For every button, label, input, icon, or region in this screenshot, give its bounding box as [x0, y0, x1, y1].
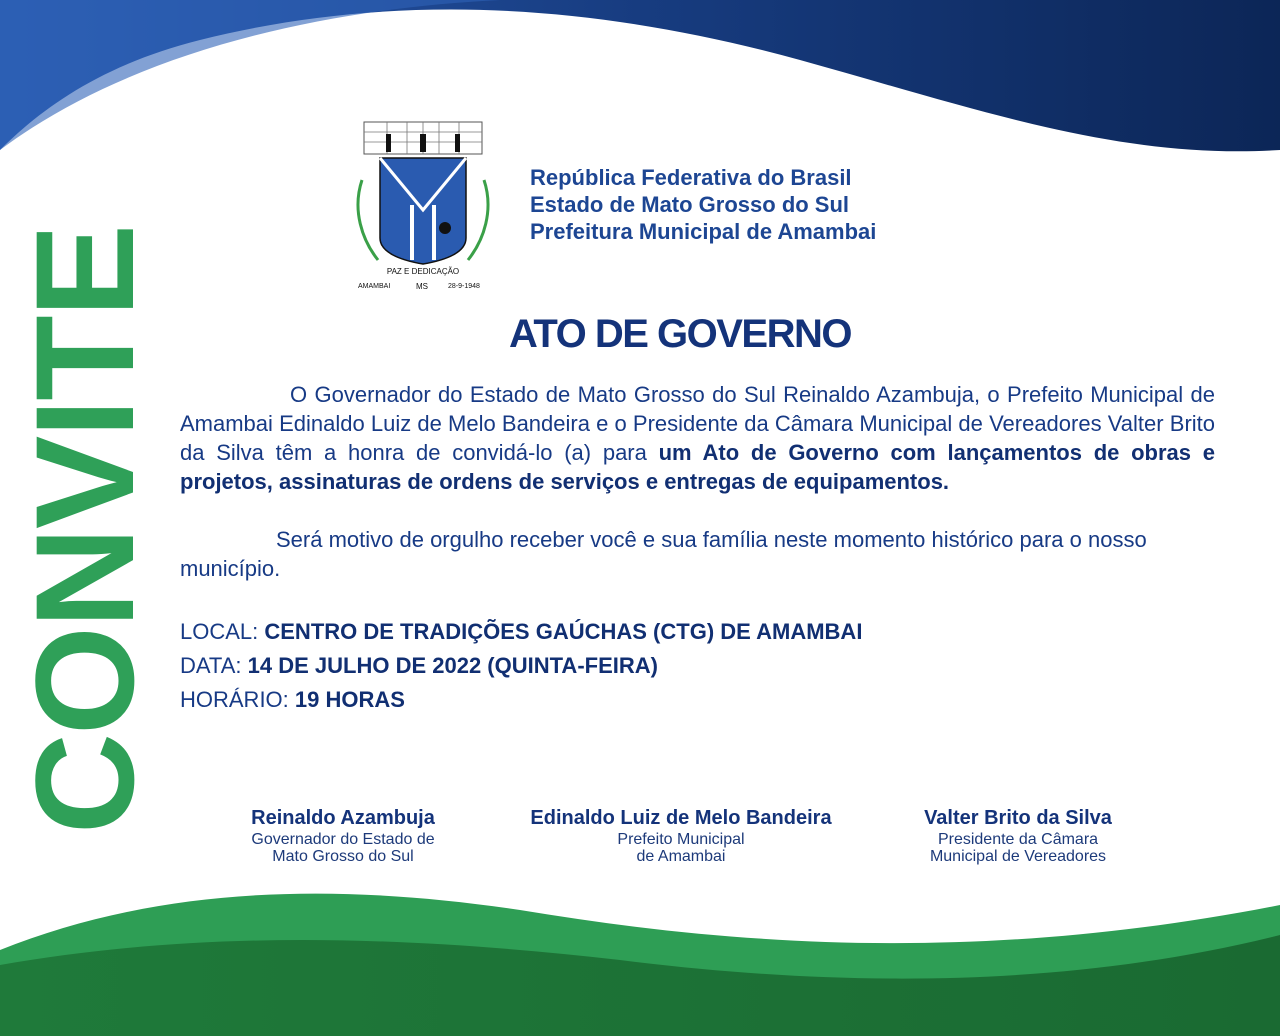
signature-role: Governador do Estado de — [251, 831, 435, 848]
detail-label: DATA: — [180, 653, 248, 678]
detail-value: CENTRO DE TRADIÇÕES GAÚCHAS (CTG) DE AMAMBAI — [264, 619, 863, 644]
header-line: República Federativa do Brasil — [530, 165, 852, 190]
invitation-paragraph-2: Será motivo de orgulho receber você e sua família neste momento histórico para o nosso município. — [180, 527, 1147, 581]
detail-time — [180, 683, 1215, 717]
header-line: Estado de Mato Grosso do Sul — [530, 192, 850, 217]
signature-council-president — [888, 805, 1148, 865]
municipal-crest-logo — [352, 120, 494, 292]
detail-date — [180, 649, 1215, 683]
svg-text:AMAMBAI: AMAMBAI — [358, 283, 391, 290]
svg-text:MS: MS — [416, 282, 428, 291]
signature-role: Presidente da Câmara — [937, 831, 1099, 848]
signature-name: Valter Brito da Silva — [924, 807, 1112, 829]
signature-role: Municipal de Vereadores — [929, 848, 1107, 865]
header-line: Prefeitura Municipal de Amambai — [530, 219, 877, 244]
convite-vertical-label: CONVITE — [6, 225, 163, 835]
signature-role: de Amambai — [636, 848, 726, 865]
signature-mayor — [491, 805, 871, 865]
signature-governor — [213, 805, 473, 865]
detail-value: 14 DE JULHO DE 2022 (QUINTA-FEIRA) — [247, 653, 658, 678]
detail-value: 19 HORAS — [294, 687, 405, 712]
invitation-paragraph — [180, 380, 1215, 496]
detail-label: HORÁRIO: — [180, 687, 295, 712]
svg-text:28-9-1948: 28-9-1948 — [448, 283, 480, 290]
invitation-title: ATO DE GOVERNO — [508, 312, 851, 356]
detail-local — [180, 615, 1215, 649]
government-header — [530, 164, 876, 245]
detail-label: LOCAL: — [180, 619, 265, 644]
paragraph-text: O Governador do Estado de Mato Grosso do Sul Reinaldo Azambuja, o Prefeito Municipal de Amambai Edinaldo Luiz de Melo Bandeira e o Presidente da Câmara Municipal de Vereadores Valter Brito da Silva têm a honra de convidá-lo (a) para — [180, 382, 1215, 465]
crest-motto: PAZ E DEDICAÇÃO — [386, 267, 460, 276]
signature-role: Mato Grosso do Sul — [272, 848, 414, 865]
signature-name: Edinaldo Luiz de Melo Bandeira — [530, 807, 832, 829]
signature-role: Prefeito Municipal — [617, 831, 745, 848]
signature-name: Reinaldo Azambuja — [251, 807, 435, 829]
event-details — [180, 615, 1215, 717]
paragraph-emphasis: um Ato de Governo com lançamentos de obras e projetos, assinaturas de ordens de serviços e entregas de equipamentos. — [180, 440, 1215, 494]
invitation-content — [180, 380, 1215, 717]
